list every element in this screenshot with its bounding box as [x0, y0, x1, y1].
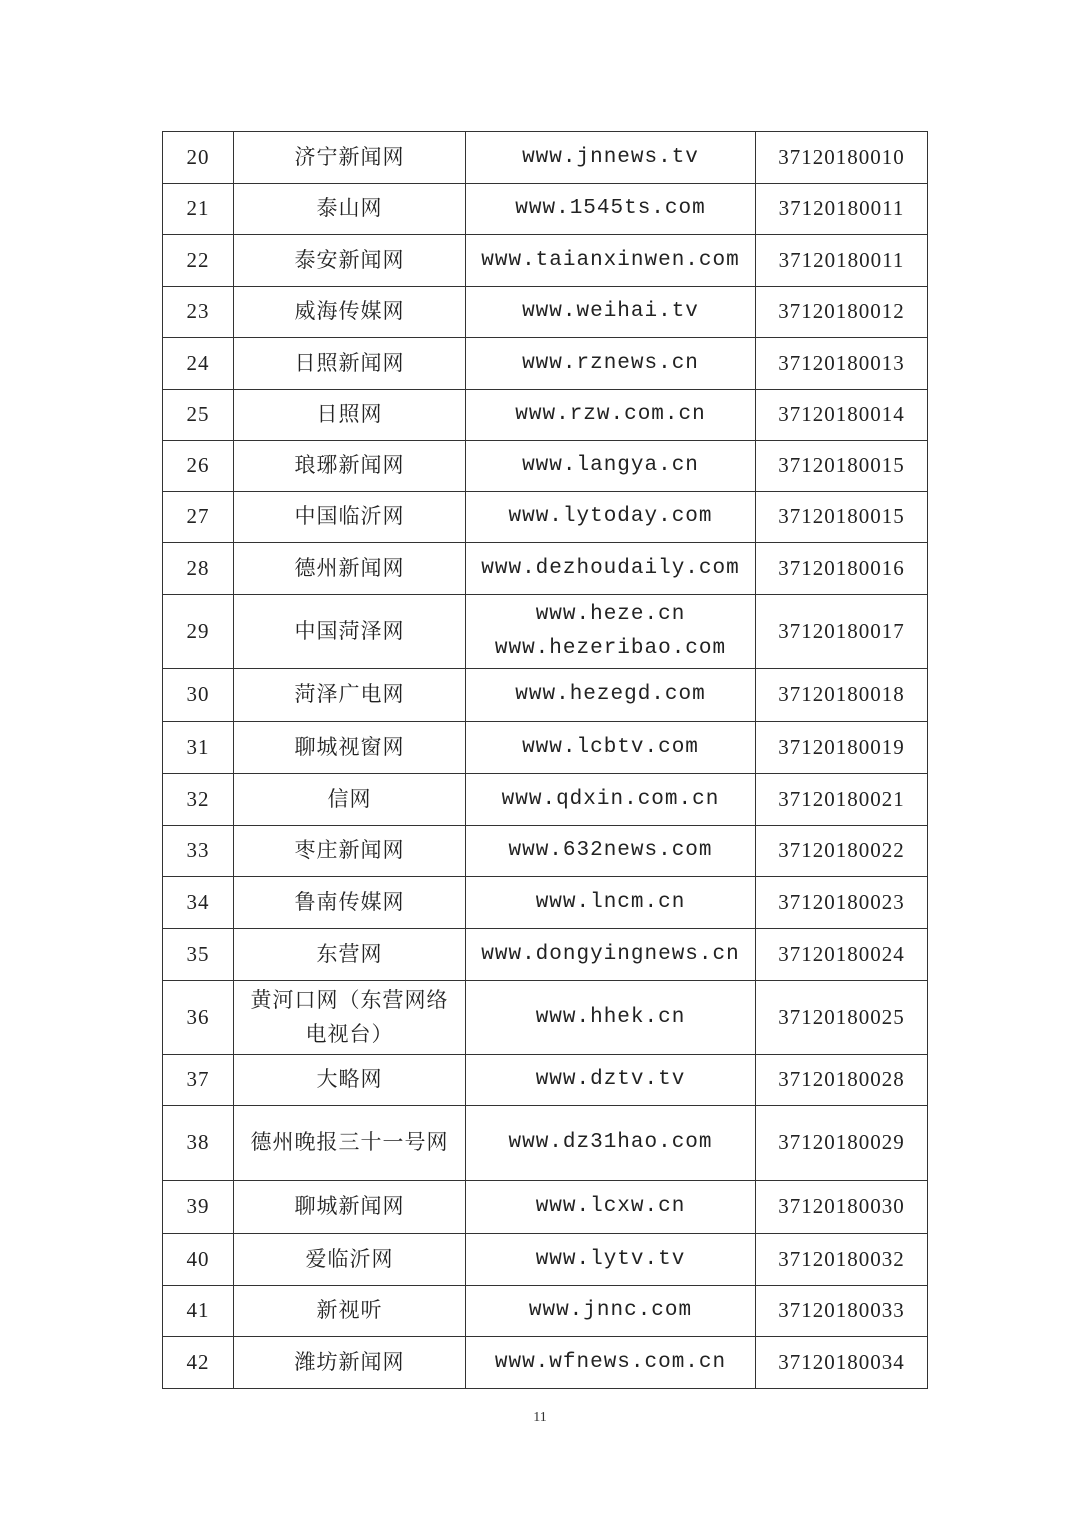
table-row [163, 1234, 928, 1286]
site-url: www.dezhoudaily.com [481, 556, 740, 580]
license-code-cell: 37120180028 [756, 1055, 928, 1106]
row-number-cell: 42 [163, 1337, 234, 1389]
table-row [163, 981, 928, 1055]
site-url: www.lcxw.cn [535, 1195, 686, 1219]
site-name-cell: 信网 [234, 774, 466, 826]
row-number-cell: 40 [163, 1234, 234, 1286]
license-code-cell: 37120180018 [756, 669, 928, 722]
table-row [163, 390, 928, 441]
table-row [163, 132, 928, 184]
row-number-cell: 38 [163, 1106, 234, 1181]
site-name-cell: 聊城视窗网 [234, 722, 466, 774]
license-code-cell: 37120180016 [756, 543, 928, 595]
site-url: www.qdxin.com.cn [501, 787, 720, 811]
site-url-cell [466, 441, 756, 492]
site-url: www.rzw.com.cn [515, 403, 706, 427]
page-number: 11 [533, 1410, 547, 1425]
site-name-cell: 日照网 [234, 390, 466, 441]
license-code-cell: 37120180012 [756, 287, 928, 338]
site-name-cell: 中国临沂网 [234, 492, 466, 543]
site-url-cell [466, 390, 756, 441]
license-code-cell: 37120180013 [756, 338, 928, 390]
row-number-cell: 24 [163, 338, 234, 390]
license-code-cell: 37120180023 [756, 877, 928, 929]
table-row [163, 1181, 928, 1234]
table-row [163, 669, 928, 722]
license-code-cell: 37120180011 [756, 184, 928, 235]
row-number-cell: 26 [163, 441, 234, 492]
site-name-cell: 威海传媒网 [234, 287, 466, 338]
row-number-cell: 41 [163, 1286, 234, 1337]
site-name-cell: 德州新闻网 [234, 543, 466, 595]
table-row [163, 543, 928, 595]
table-row [163, 492, 928, 543]
site-url: www.wfnews.com.cn [494, 1350, 727, 1374]
site-name-cell: 中国菏泽网 [234, 595, 466, 669]
table-row [163, 184, 928, 235]
license-code-cell: 37120180032 [756, 1234, 928, 1286]
license-code-cell: 37120180022 [756, 826, 928, 877]
site-url-cell [466, 595, 756, 669]
site-url-cell [466, 722, 756, 774]
site-name-cell: 济宁新闻网 [234, 132, 466, 184]
site-name-cell: 日照新闻网 [234, 338, 466, 390]
site-name-cell: 泰山网 [234, 184, 466, 235]
site-url-cell [466, 132, 756, 184]
site-name-cell: 泰安新闻网 [234, 235, 466, 287]
table-row [163, 441, 928, 492]
site-url-cell [466, 492, 756, 543]
site-url: www.1545ts.com [515, 197, 706, 221]
row-number-cell: 37 [163, 1055, 234, 1106]
site-url: www.632news.com [508, 839, 713, 863]
site-url: www.hezegd.com [515, 683, 706, 707]
site-url-cell [466, 1337, 756, 1389]
row-number-cell: 27 [163, 492, 234, 543]
site-url-cell [466, 184, 756, 235]
row-number-cell: 36 [163, 981, 234, 1055]
row-number-cell: 28 [163, 543, 234, 595]
site-name-cell: 大略网 [234, 1055, 466, 1106]
site-url: www.heze.cn [535, 602, 686, 626]
row-number-cell: 22 [163, 235, 234, 287]
row-number-cell: 23 [163, 287, 234, 338]
site-url: www.jnnews.tv [522, 145, 699, 169]
license-code-cell: 37120180011 [756, 235, 928, 287]
table-row [163, 929, 928, 981]
row-number-cell: 20 [163, 132, 234, 184]
row-number-cell: 31 [163, 722, 234, 774]
site-url: www.lytv.tv [535, 1247, 686, 1271]
license-code-cell: 37120180029 [756, 1106, 928, 1181]
license-code-cell: 37120180010 [756, 132, 928, 184]
license-code-cell: 37120180025 [756, 981, 928, 1055]
row-number-cell: 29 [163, 595, 234, 669]
site-name-cell: 德州晚报三十一号网 [234, 1106, 466, 1181]
site-url-cell [466, 1055, 756, 1106]
site-url: www.langya.cn [522, 454, 699, 478]
site-url-cell [466, 338, 756, 390]
license-code-cell: 37120180015 [756, 492, 928, 543]
site-name-cell: 枣庄新闻网 [234, 826, 466, 877]
table-row [163, 1055, 928, 1106]
site-name-cell: 琅琊新闻网 [234, 441, 466, 492]
site-url-cell [466, 1286, 756, 1337]
row-number-cell: 34 [163, 877, 234, 929]
table-row [163, 826, 928, 877]
table-row [163, 595, 928, 669]
row-number-cell: 21 [163, 184, 234, 235]
site-url-cell [466, 826, 756, 877]
site-url: www.weihai.tv [522, 300, 699, 324]
site-url: www.hezeribao.com [494, 636, 727, 660]
site-name-cell: 爱临沂网 [234, 1234, 466, 1286]
site-url-cell [466, 981, 756, 1055]
table-row [163, 1286, 928, 1337]
site-url-cell [466, 1234, 756, 1286]
table-row [163, 1106, 928, 1181]
site-url: www.dongyingnews.cn [481, 942, 740, 966]
site-url-cell [466, 774, 756, 826]
site-url: www.lncm.cn [535, 890, 686, 914]
site-url: www.lytoday.com [508, 505, 713, 529]
site-name-cell: 聊城新闻网 [234, 1181, 466, 1234]
row-number-cell: 35 [163, 929, 234, 981]
row-number-cell: 33 [163, 826, 234, 877]
table-body [163, 132, 928, 1389]
site-url: www.taianxinwen.com [481, 248, 740, 272]
site-url: www.dz31hao.com [508, 1131, 713, 1155]
site-url-cell [466, 877, 756, 929]
license-code-cell: 37120180033 [756, 1286, 928, 1337]
site-url-cell [466, 669, 756, 722]
site-name-cell: 潍坊新闻网 [234, 1337, 466, 1389]
site-url: www.hhek.cn [535, 1005, 686, 1029]
row-number-cell: 32 [163, 774, 234, 826]
table-row [163, 722, 928, 774]
row-number-cell: 30 [163, 669, 234, 722]
table-row [163, 774, 928, 826]
site-url-cell [466, 543, 756, 595]
site-url-cell [466, 929, 756, 981]
site-url-cell [466, 287, 756, 338]
site-name-cell: 菏泽广电网 [234, 669, 466, 722]
license-code-cell: 37120180015 [756, 441, 928, 492]
license-code-cell: 37120180021 [756, 774, 928, 826]
site-url: www.dztv.tv [535, 1068, 686, 1092]
site-name-cell: 新视听 [234, 1286, 466, 1337]
site-url-cell [466, 1181, 756, 1234]
row-number-cell: 39 [163, 1181, 234, 1234]
row-number-cell: 25 [163, 390, 234, 441]
table-row [163, 338, 928, 390]
license-code-cell: 37120180019 [756, 722, 928, 774]
license-code-cell: 37120180014 [756, 390, 928, 441]
site-name-cell: 鲁南传媒网 [234, 877, 466, 929]
license-code-cell: 37120180017 [756, 595, 928, 669]
table-row [163, 1337, 928, 1389]
site-url-cell [466, 235, 756, 287]
site-name-cell: 黄河口网（东营网络电视台） [234, 981, 466, 1055]
table-row [163, 235, 928, 287]
site-url: www.lcbtv.com [522, 735, 699, 759]
site-url: www.rznews.cn [522, 351, 699, 375]
site-url-cell [466, 1106, 756, 1181]
table-row [163, 287, 928, 338]
license-code-cell: 37120180024 [756, 929, 928, 981]
table-row [163, 877, 928, 929]
license-code-cell: 37120180030 [756, 1181, 928, 1234]
news-site-registry-table [162, 131, 928, 1389]
license-code-cell: 37120180034 [756, 1337, 928, 1389]
site-url: www.jnnc.com [528, 1299, 693, 1323]
site-name-cell: 东营网 [234, 929, 466, 981]
